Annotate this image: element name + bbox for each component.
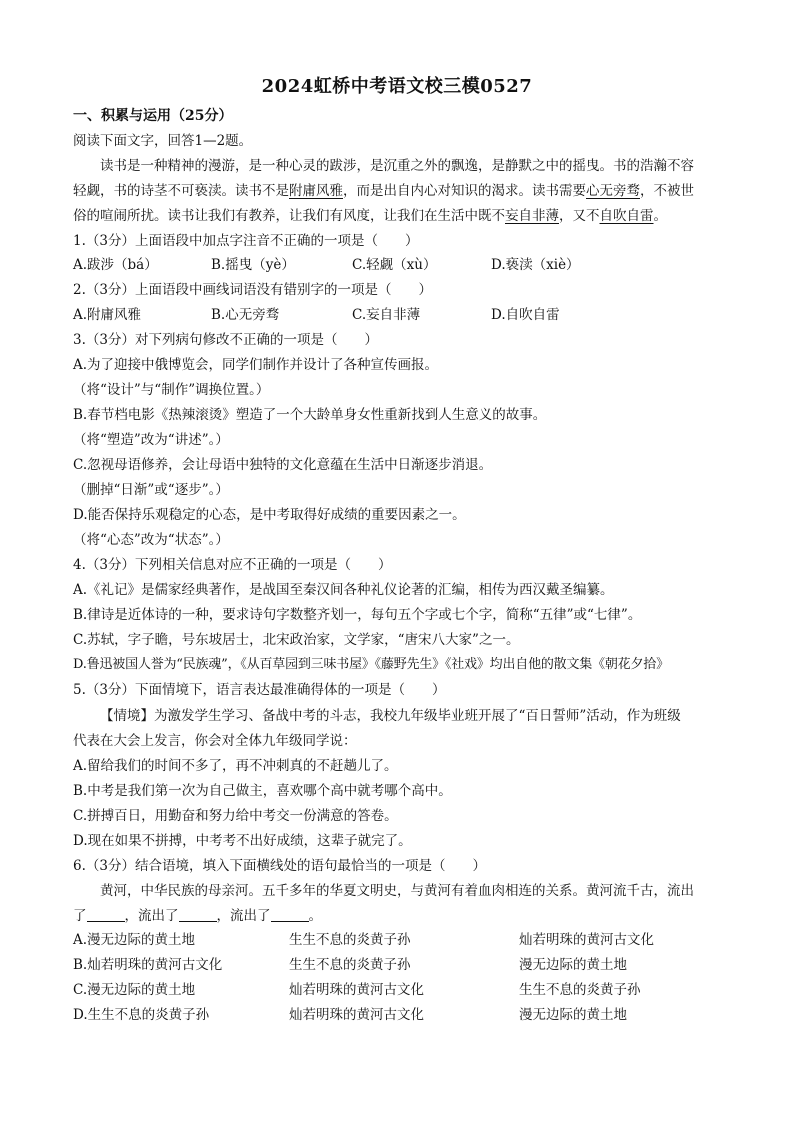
underlined-phrase: 心无旁骛: [586, 183, 640, 199]
q6-option-b-2: 生生不息的炎黄子孙: [289, 957, 411, 973]
blank-line: [271, 907, 309, 922]
q3-line: （删掉“日渐”或“逐步”。）: [73, 482, 229, 498]
q2-option-b: B.心无旁骛: [211, 307, 280, 323]
q1-option-d: D.亵渎（xiè）: [491, 257, 580, 273]
q6-option-b-1: B.灿若明珠的黄河古文化: [73, 957, 223, 973]
passage-line-3: 俗的喧闹所扰。读书让我们有教养，让我们有风度，让我们在生活中既不妄自非薄，又不自吹自雷。: [73, 208, 667, 224]
q6-text: 黄河，中华民族的母亲河。五千多年的华夏文明史，与黄河有着血肉相连的关系。黄河流千古，流出: [100, 883, 694, 899]
q5-scene: 【情境】为激发学生学习、备战中考的斗志，我校九年级毕业班开展了“百日誓师”活动，作为班级: [100, 708, 681, 724]
q3-line: （将“设计”与“制作”调换位置。）: [73, 382, 270, 398]
q6-option-d-2: 灿若明珠的黄河古文化: [289, 1007, 424, 1023]
passage-line-1: 读书是一种精神的漫游，是一种心灵的跋涉，是沉重之外的飘逸，是静默之中的摇曳。书的浩瀚不容: [100, 158, 694, 174]
q1-option-c: C.轻觑（xù）: [352, 257, 437, 273]
q1-option-a: A.跋涉（bá）: [73, 257, 158, 273]
q4-line: A.《礼记》是儒家经典著作，是战国至秦汉间各种礼仪论著的汇编，相传为西汉戴圣编纂。: [73, 582, 614, 598]
q3-line: B.春节档电影《热辣滚烫》塑造了一个大龄单身女性重新找到人生意义的故事。: [73, 407, 547, 423]
passage-line-2: 轻觑，书的诗茎不可亵渎。读书不是附庸风雅，而是出自内心对知识的渴求。读书需要心无旁骛，不被世: [73, 183, 694, 199]
q5-scene: 代表在大会上发言，你会对全体九年级同学说：: [73, 733, 357, 749]
blank-line: [179, 907, 217, 922]
page-title: 2024虹桥中考语文校三模0527: [261, 76, 533, 97]
q6-option-b-3: 漫无边际的黄土地: [519, 957, 627, 973]
q5-option-d: D.现在如果不拼搏，中考考不出好成绩，这辈子就完了。: [73, 833, 412, 849]
q1-option-b: B.摇曳（yè）: [211, 257, 295, 273]
q6-option-a-3: 灿若明珠的黄河古文化: [519, 932, 654, 948]
q3-line: A.为了迎接中俄博览会，同学们制作并设计了各种宣传画报。: [73, 357, 439, 373]
question-1-stem: 1.（3分）上面语段中加点字注音不正确的一项是（ ）: [73, 233, 419, 249]
question-2-stem: 2.（3分）上面语段中画线词语没有错别字的一项是（ ）: [73, 282, 432, 298]
q6-option-c-1: C.漫无边际的黄土地: [73, 982, 196, 998]
q6-option-c-3: 生生不息的炎黄子孙: [519, 982, 641, 998]
q3-line: D.能否保持乐观稳定的心态，是中考取得好成绩的重要因素之一。: [73, 507, 466, 523]
reading-instruction: 阅读下面文字，回答1—2题。: [73, 133, 253, 149]
q6-text-blanks: 了 ，流出了 ，流出了 。: [73, 908, 322, 924]
q4-line: B.律诗是近体诗的一种，要求诗句字数整齐划一，每句五个字或七个字，简称“五律”或“七律”。: [73, 607, 642, 623]
question-5-stem: 5.（3分）下面情境下，语言表达最准确得体的一项是（ ）: [73, 682, 446, 698]
q3-line: （将“塑造”改为“讲述”。）: [73, 432, 229, 448]
question-6-stem: 6.（3分）结合语境，填入下面横线处的语句最恰当的一项是（ ）: [73, 858, 486, 874]
blank-line: [87, 907, 125, 922]
q4-line: D.鲁迅被国人誉为“民族魂”，《从百草园到三味书屋》《藤野先生》《社戏》均出自他的散文集《朝花夕拾》: [73, 657, 669, 672]
q5-option-c: C.拼搏百日，用勤奋和努力给中考交一份满意的答卷。: [73, 808, 398, 824]
q6-option-d-1: D.生生不息的炎黄子孙: [73, 1007, 210, 1023]
q6-option-a-1: A.漫无边际的黄土地: [73, 932, 196, 948]
q2-option-d: D.自吹自雷: [491, 307, 560, 323]
q2-option-c: C.妄自非薄: [352, 307, 421, 323]
question-4-stem: 4.（3分）下列相关信息对应不正确的一项是（ ）: [73, 557, 392, 573]
underlined-phrase: 附庸风雅: [289, 183, 343, 199]
q3-line: （将“心态”改为“状态”。）: [73, 532, 229, 548]
section-heading: 一、积累与运用（25分）: [73, 108, 233, 124]
q2-option-a: A.附庸风雅: [73, 307, 142, 323]
question-3-stem: 3.（3分）对下列病句修改不正确的一项是（ ）: [73, 332, 378, 348]
q4-line: C.苏轼，字子瞻，号东坡居士，北宋政治家，文学家，“唐宋八大家”之一。: [73, 632, 520, 648]
q6-option-d-3: 漫无边际的黄土地: [519, 1007, 627, 1023]
q6-option-c-2: 灿若明珠的黄河古文化: [289, 982, 424, 998]
q5-option-a: A.留给我们的时间不多了，再不冲刺真的不赶趟儿了。: [73, 758, 398, 774]
underlined-phrase: 自吹自雷: [599, 208, 654, 224]
underlined-phrase: 妄自非薄: [505, 208, 559, 224]
q6-option-a-2: 生生不息的炎黄子孙: [289, 932, 411, 948]
q5-option-b: B.中考是我们第一次为自己做主，喜欢哪个高中就考哪个高中。: [73, 783, 452, 799]
q3-line: C.忽视母语修养，会让母语中独特的文化意蕴在生活中日渐逐步消退。: [73, 457, 493, 473]
